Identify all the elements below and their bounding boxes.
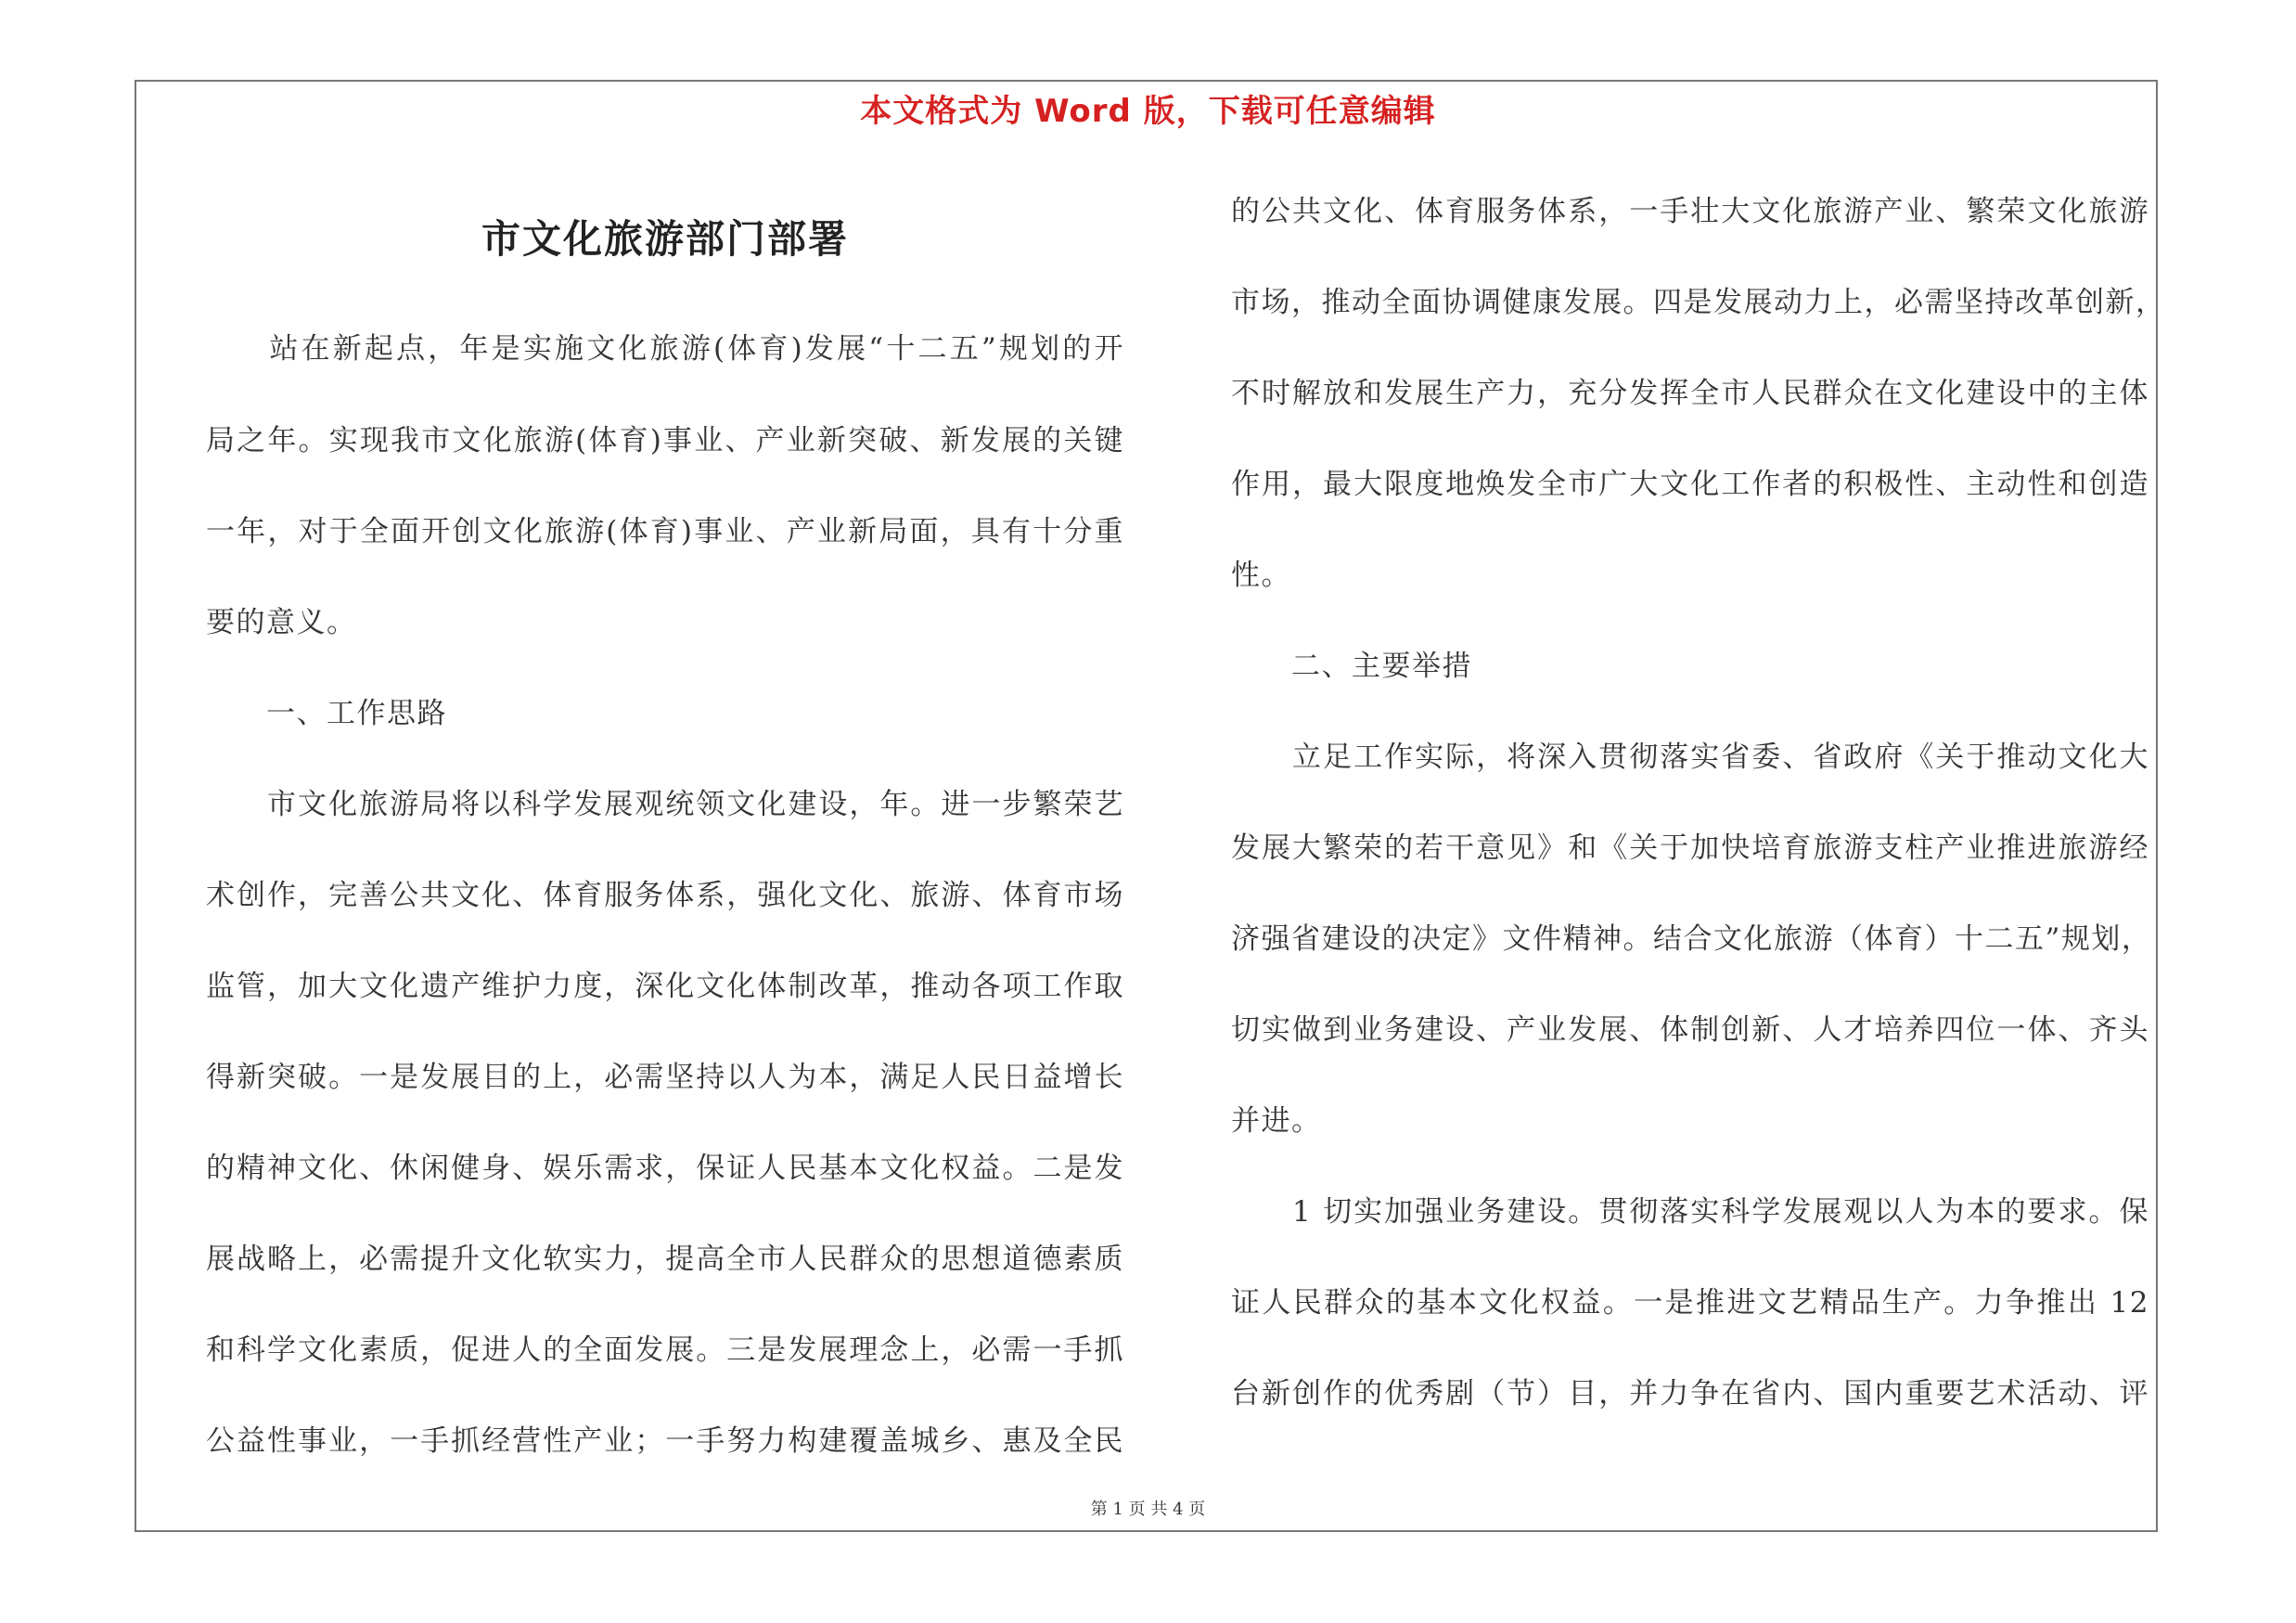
text-line: 不时解放和发展生产力，充分发挥全市人民群众在文化建设中的主体 [1231,377,2149,410]
text-line: 一、工作思路 [206,697,447,730]
text-line: 局之年。实现我市文化旅游(体育)事业、产业新突破、新发展的关键 [206,424,1124,457]
text-line: 并进。 [1231,1104,1322,1138]
text-line: 性。 [1231,559,1291,592]
text-line: 站在新起点，年是实施文化旅游(体育)发展“十二五”规划的开 [206,332,1124,366]
document-title: 市文化旅游部门部署 [481,216,849,262]
page-footer: 第 1 页 共 4 页 [1090,1500,1206,1519]
text-line: 展战略上，必需提升文化软实力，提高全市人民群众的思想道德素质 [206,1243,1124,1276]
text-line: 二、主要举措 [1231,650,1472,683]
text-line: 切实做到业务建设、产业发展、体制创新、人才培养四位一体、齐头 [1231,1013,2149,1047]
text-line: 一年，对于全面开创文化旅游(体育)事业、产业新局面，具有十分重 [206,515,1124,548]
text-line: 市场，推动全面协调健康发展。四是发展动力上，必需坚持改革创新， [1231,286,2166,319]
text-line: 立足工作实际，将深入贯彻落实省委、省政府《关于推动文化大 [1231,741,2149,774]
text-line: 术创作，完善公共文化、体育服务体系，强化文化、旅游、体育市场 [206,879,1124,912]
text-line: 发展大繁荣的若干意见》和《关于加快培育旅游支柱产业推进旅游经 [1231,831,2149,865]
text-line: 1 切实加强业务建设。贯彻落实科学发展观以人为本的要求。保 [1231,1195,2149,1229]
editable-banner: 本文格式为 Word 版，下载可任意编辑 [860,93,1436,130]
text-line: 公益性事业，一手抓经营性产业；一手努力构建覆盖城乡、惠及全民 [206,1424,1124,1458]
text-line: 济强省建设的决定》文件精神。结合文化旅游（体育）十二五”规划， [1231,922,2152,956]
text-line: 和科学文化素质，促进人的全面发展。三是发展理念上，必需一手抓 [206,1333,1124,1367]
text-line: 监管，加大文化遗产维护力度，深化文化体制改革，推动各项工作取 [206,970,1124,1003]
text-line: 要的意义。 [206,606,357,639]
text-line: 证人民群众的基本文化权益。一是推进文艺精品生产。力争推出 12 [1231,1286,2149,1320]
text-line: 市文化旅游局将以科学发展观统领文化建设，年。进一步繁荣艺 [206,788,1124,821]
text-line: 台新创作的优秀剧（节）目，并力争在省内、国内重要艺术活动、评 [1231,1377,2149,1410]
text-line: 的精神文化、休闲健身、娱乐需求，保证人民基本文化权益。二是发 [206,1152,1124,1185]
text-line: 作用，最大限度地焕发全市广大文化工作者的积极性、主动性和创造 [1231,468,2149,501]
text-line: 的公共文化、体育服务体系，一手壮大文化旅游产业、繁荣文化旅游 [1231,195,2149,228]
text-line: 得新突破。一是发展目的上，必需坚持以人为本，满足人民日益增长 [206,1061,1124,1094]
